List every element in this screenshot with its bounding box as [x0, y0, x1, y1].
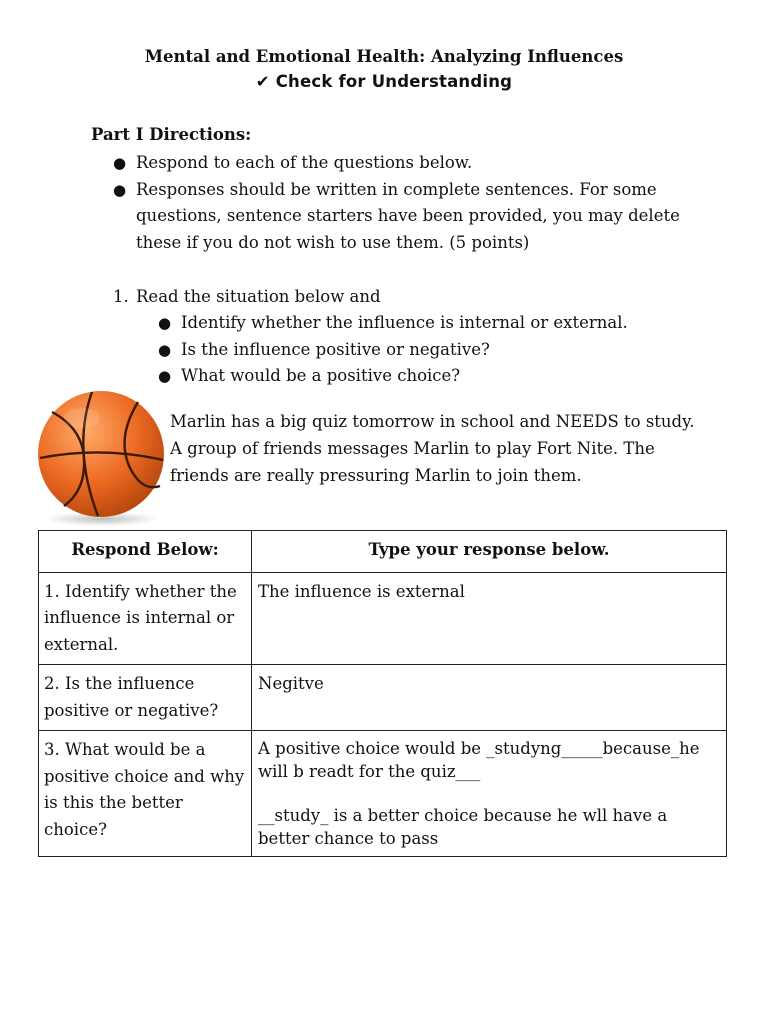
table-row — [39, 572, 727, 665]
table-row — [39, 731, 727, 857]
table-header-row — [39, 531, 727, 573]
directions-heading: Part I Directions: — [91, 125, 252, 144]
scenario-line: A group of friends messages Marlin to play Fort Nite. The — [170, 439, 655, 458]
bullet-icon: ● — [113, 180, 127, 199]
directions-item — [113, 177, 713, 257]
bullet-icon: ● — [158, 340, 172, 359]
response-line: __study_ is a better choice because he wll have a better chance to pass — [258, 806, 668, 848]
scenario-line: Marlin has a big quiz tomorrow in school and NEEDS to study. — [170, 412, 695, 431]
sub-item-text: Is the influence positive or negative? — [181, 339, 490, 359]
scenario-text — [170, 408, 730, 489]
bullet-icon: ● — [113, 154, 127, 172]
bullet-icon: ● — [158, 314, 172, 332]
basketball-icon — [34, 388, 170, 528]
question-prompt: Read the situation below and — [136, 287, 381, 306]
row-question: 2. Is the influence positive or negative? — [39, 665, 252, 731]
table-header-response: Type your response below. — [252, 531, 727, 573]
sub-item-text: What would be a positive choice? — [181, 366, 461, 385]
row-response-field[interactable]: The influence is external — [252, 572, 727, 665]
row-response-field[interactable] — [252, 731, 727, 857]
directions-item — [113, 150, 713, 177]
row-question: 3. What would be a positive choice and why is this the better choice? — [39, 731, 252, 857]
question-number: 1. — [113, 287, 129, 306]
document-subtitle: ✔ Check for Understanding — [255, 72, 513, 91]
sub-item-text: Identify whether the influence is internal or external. — [181, 313, 628, 332]
directions-item-text: Respond to each of the questions below. — [136, 153, 473, 172]
document-title: Mental and Emotional Health: Analyzing Influences — [144, 47, 624, 66]
sub-item — [158, 337, 718, 364]
question-1 — [113, 284, 381, 311]
response-line: A positive choice would be _studyng_____because_he will b readt for the quiz___ — [258, 739, 700, 781]
response-table — [38, 530, 727, 857]
scenario-line: friends are really pressuring Marlin to join them. — [170, 466, 582, 485]
row-response-field[interactable]: Negitve — [252, 665, 727, 731]
directions-item-text: Responses should be written in complete sentences. For some questions, sentence starters have been provided, you may delete these if you do not wish to use them. (5 points) — [136, 179, 680, 252]
directions-list — [113, 150, 713, 256]
table-row — [39, 665, 727, 731]
bullet-icon: ● — [158, 367, 172, 385]
question-sub-items — [158, 310, 718, 390]
sub-item — [158, 363, 718, 390]
table-header-question: Respond Below: — [39, 531, 252, 573]
row-question: 1. Identify whether the influence is internal or external. — [39, 572, 252, 665]
sub-item — [158, 310, 718, 337]
